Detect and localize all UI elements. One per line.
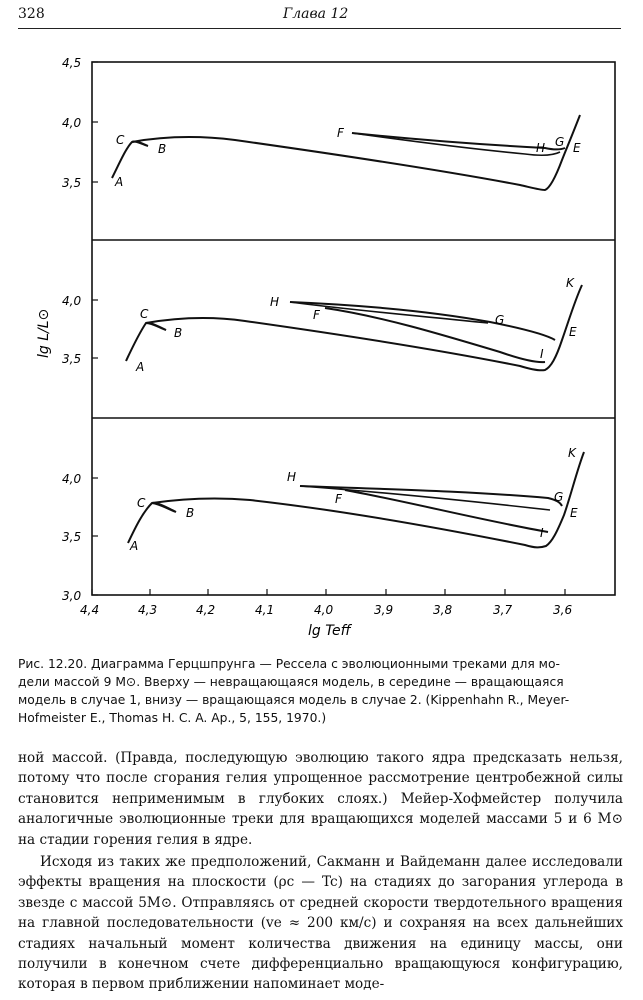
y-tick-top-2: 4,0: [62, 116, 82, 130]
x-tick-1: 4,4: [80, 603, 100, 617]
x-tick-marks: [92, 589, 565, 595]
mid-track-f-branch: [325, 308, 545, 362]
mid-track-ab: [126, 323, 166, 361]
y-tick-top-1: 4,5: [62, 56, 82, 70]
paragraph-1: ной массой. (Правда, последующую эволюцию такого ядра предсказать нельзя, потому что после сгорания гелия упрощенное рассмотрение центробежной силы становится неприменимым в глубоких слоях.) Мейер-Хофмейстер получила аналогичные эволюционные треки для вращающихся моделей массами 5 и 6 M⊙ на стадии горения гелия в ядре.: [18, 750, 623, 848]
figure-caption: [18, 655, 621, 727]
x-tick-8: 3,7: [493, 603, 513, 617]
x-tick-4: 4,1: [255, 603, 275, 617]
x-axis-title: lg Teff: [308, 623, 351, 639]
caption-line-4: Hofmeister E., Thomas H. C. A. Ap., 5, 155, 1970.): [18, 711, 327, 725]
y-tick-bot-2: 3,5: [62, 530, 82, 544]
bottom-panel-tracks: [128, 452, 584, 547]
mid-label-B: B: [174, 326, 183, 340]
y-tick-mid-1: 4,0: [62, 294, 82, 308]
bot-label-B: B: [186, 506, 195, 520]
x-tick-9: 3,6: [553, 603, 573, 617]
bot-label-H: H: [287, 470, 297, 484]
x-tick-6: 3,9: [374, 603, 394, 617]
y-tick-bot-3: 3,0: [62, 589, 82, 603]
mid-label-G: G: [495, 313, 505, 327]
page-header: [18, 6, 621, 29]
x-tick-2: 4,3: [138, 603, 158, 617]
caption-line-2: дели массой 9 M⊙. Вверху — невращающаяся модель, в середине — вращающаяся: [18, 675, 564, 689]
top-label-G: G: [555, 135, 565, 149]
x-tick-5: 4,0: [314, 603, 334, 617]
mid-label-K: K: [566, 276, 574, 290]
hr-diagram-figure: [0, 40, 643, 640]
bot-label-F: F: [335, 492, 342, 506]
bot-label-C: C: [137, 496, 146, 510]
body-text: [18, 748, 623, 995]
y-tick-bot-1: 4,0: [62, 472, 82, 486]
mid-label-C: C: [140, 307, 149, 321]
bot-label-I: I: [540, 526, 544, 540]
mid-label-H: H: [270, 295, 280, 309]
mid-label-I: I: [540, 347, 544, 361]
y-tick-marks: [92, 62, 98, 595]
top-label-B: B: [158, 142, 167, 156]
bot-track-ab: [128, 503, 176, 543]
top-label-F: F: [337, 126, 344, 140]
mid-label-A: A: [136, 360, 145, 374]
bot-label-K: K: [568, 446, 576, 460]
top-label-E: E: [573, 141, 581, 155]
y-axis-title: lg L/L⊙: [36, 308, 52, 358]
caption-line-3: модель в случае 1, внизу — вращающаяся модель в случае 2. (Kippenhahn R., Meyer-: [18, 693, 570, 707]
mid-label-E: E: [569, 325, 577, 339]
x-tick-3: 4,2: [196, 603, 216, 617]
x-tick-7: 3,8: [433, 603, 453, 617]
paragraph-2: Исходя из таких же предположений, Сакманн и Вайдеманн далее исследовали эффекты вращения на плоскости (ρc — Tc) на стадиях до загорания углерода в звезде с массой 5M⊙. Отправляясь от средней скорости твердотельного вращения на главной последовательности (ve ≈ 200 км/с) и сохраняя на всех дальнейших стадиях начальный момент количества движения на единицу массы, они получили в конечном счете дифференциально вращающуюся конфигурацию, которая в первом приближении напоминает моде-: [18, 854, 623, 993]
page-number: 328: [18, 6, 45, 22]
top-panel-tracks: [112, 115, 580, 190]
mid-label-F: F: [313, 308, 320, 322]
top-label-H: H: [536, 141, 546, 155]
bot-label-E: E: [570, 506, 578, 520]
top-label-A: A: [115, 175, 124, 189]
top-label-C: C: [116, 133, 125, 147]
caption-line-1: Рис. 12.20. Диаграмма Герцшпрунга — Рессела с эволюционными треками для мо-: [18, 657, 560, 671]
bot-track-main: [152, 452, 584, 547]
bot-label-A: A: [130, 539, 139, 553]
middle-panel-tracks: [126, 285, 582, 370]
y-tick-mid-2: 3,5: [62, 352, 82, 366]
bot-label-G: G: [554, 490, 564, 504]
chapter-title: Глава 12: [283, 6, 349, 22]
y-tick-top-3: 3,5: [62, 176, 82, 190]
